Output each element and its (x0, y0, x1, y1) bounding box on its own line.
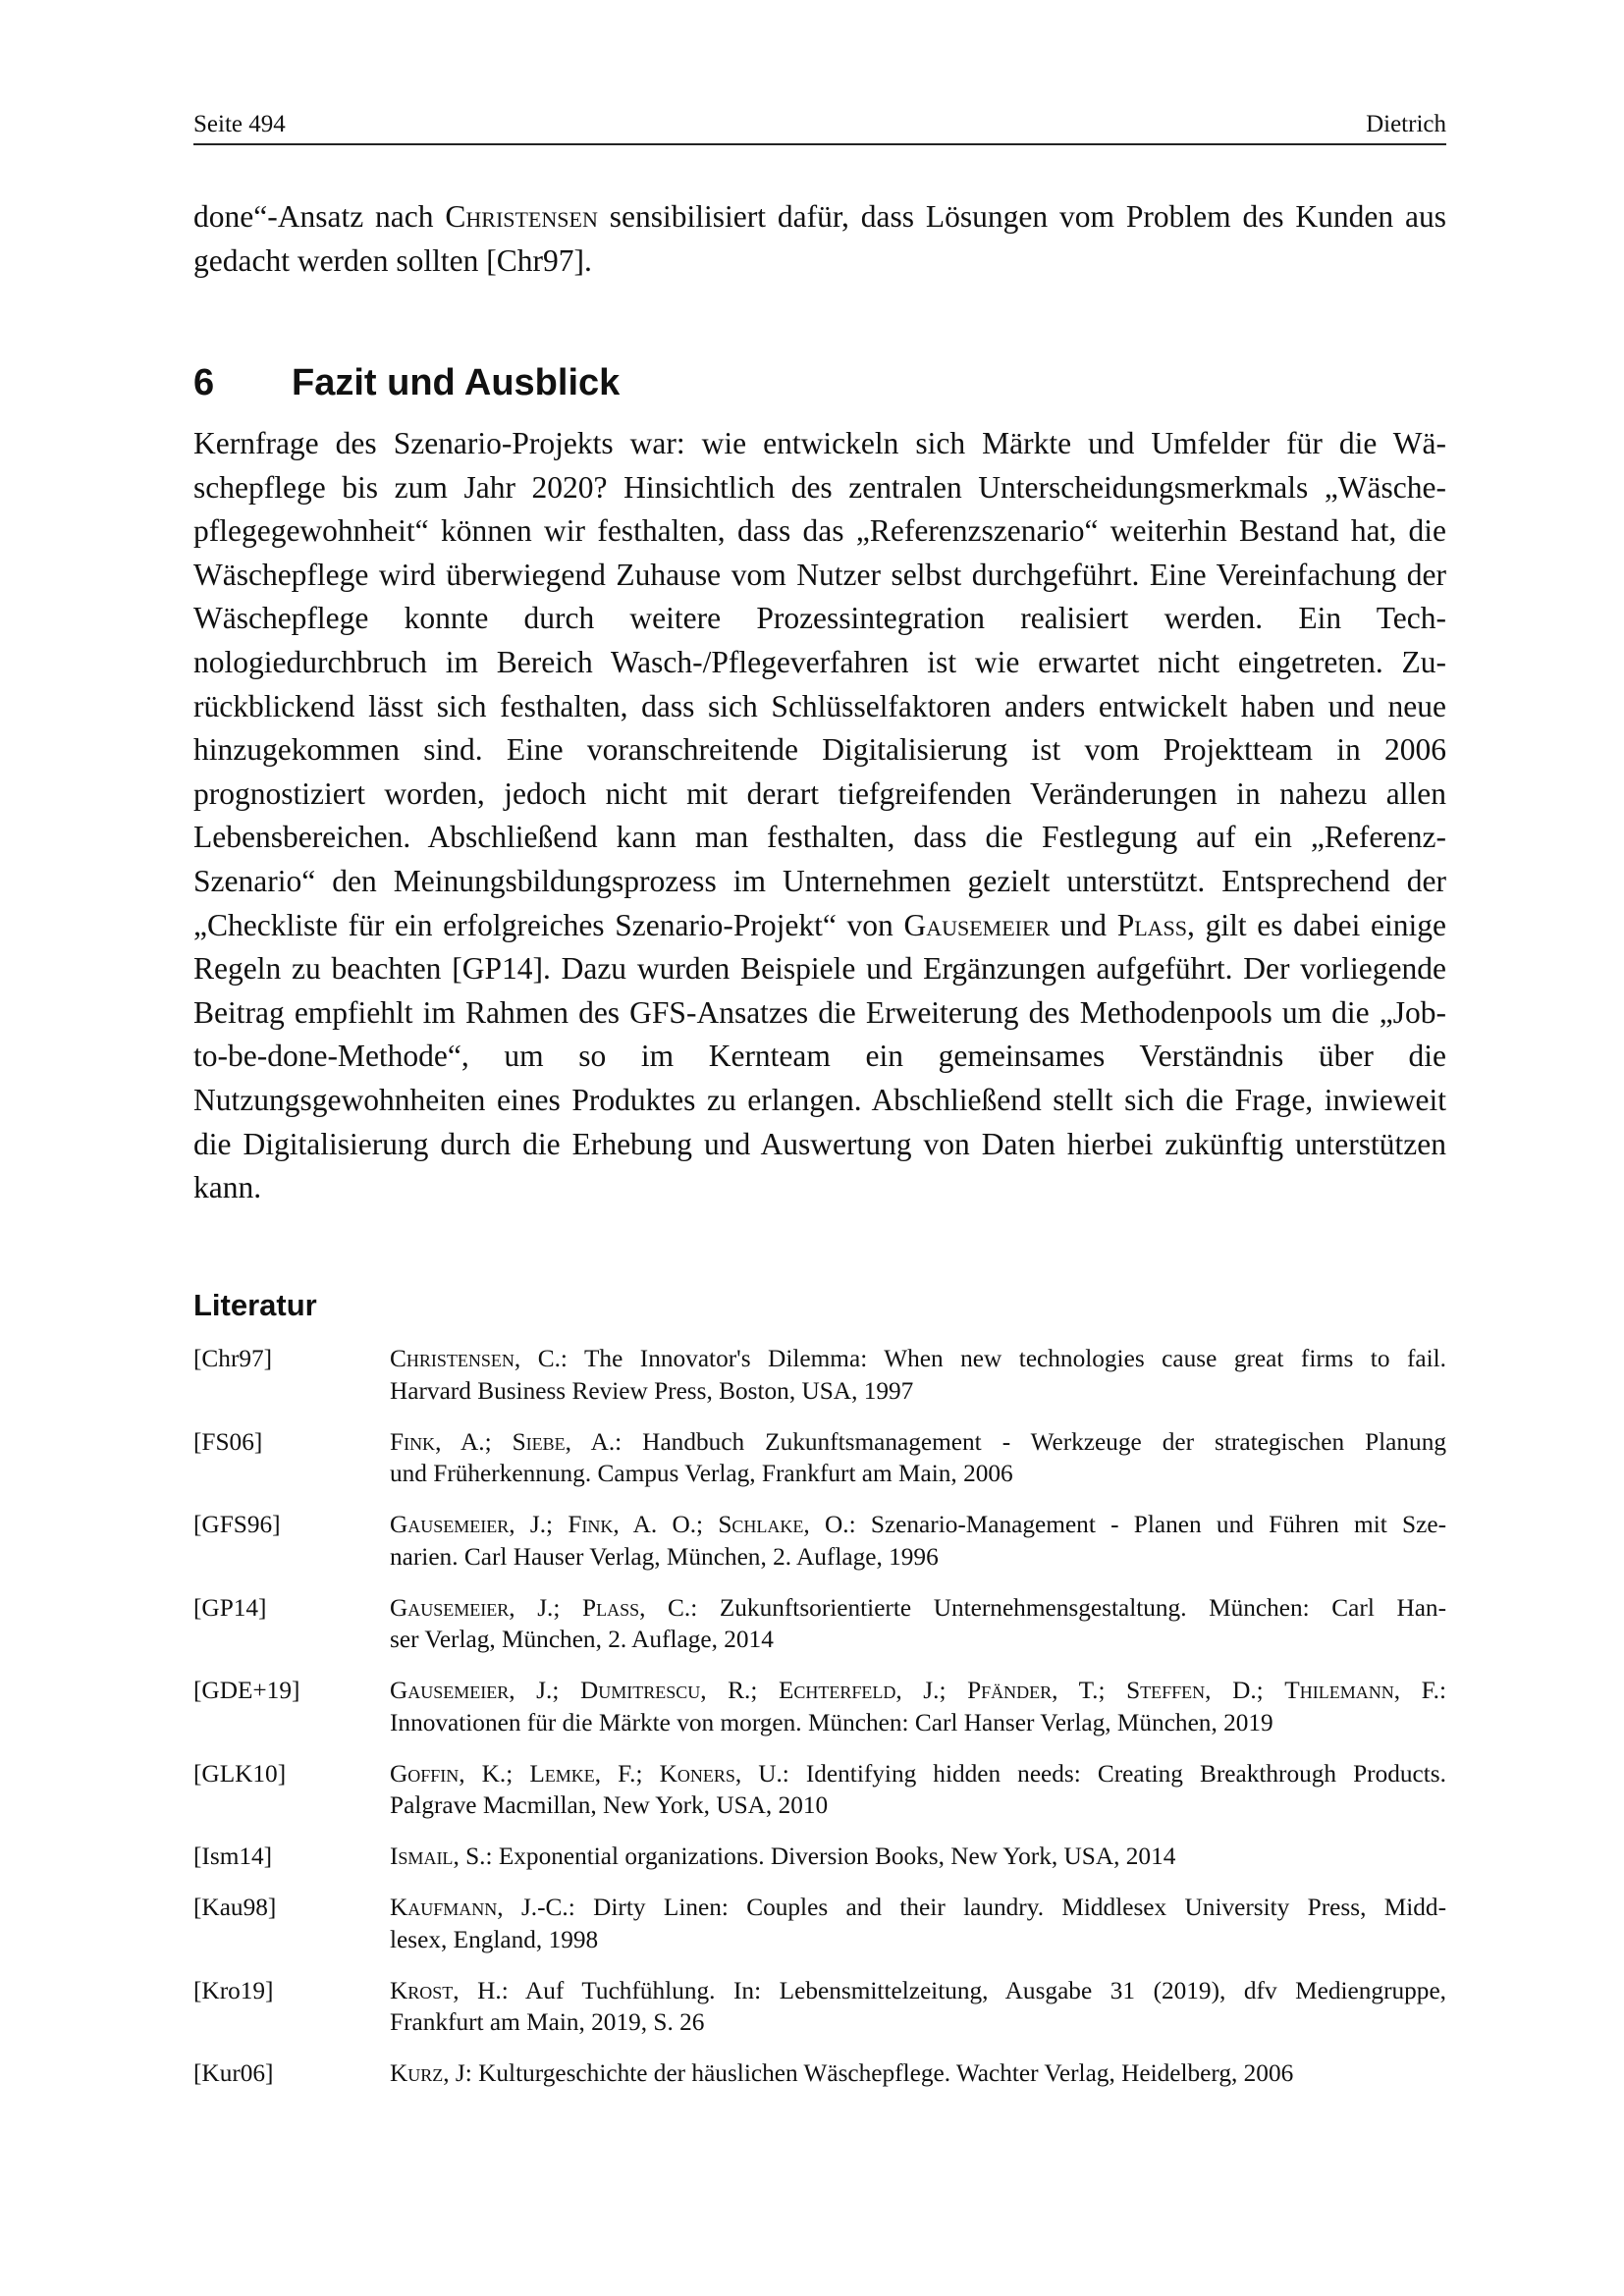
reference-author-initials: , D.; (1205, 1677, 1285, 1704)
reference-author: Thilemann (1284, 1677, 1394, 1704)
reference-item (193, 1841, 1446, 1873)
reference-item (193, 1892, 1446, 1955)
reference-item (193, 1592, 1446, 1656)
reference-author-initials: , T.; (1052, 1677, 1127, 1704)
reference-author: Gausemeier (390, 1677, 510, 1704)
reference-text: , J.-C.: Dirty Linen: Couples and their laundry. Middlesex University Press, Midd- (497, 1894, 1446, 1921)
reference-entry (390, 1675, 1446, 1738)
reference-key: [Kro19] (193, 1976, 274, 2004)
intro-text-end: sensibilisiert dafür, dass Lösungen vom Problem des Kunden aus gedacht werden sollten [Chr97]. (193, 199, 1446, 278)
reference-text-line2: und Früherkennung. Campus Verlag, Frankfurt am Main, 2006 (390, 1460, 1013, 1487)
reference-text-line2: Harvard Business Review Press, Boston, USA, 1997 (390, 1376, 914, 1405)
reference-entry (390, 1343, 1446, 1407)
reference-author-initials: , K.; (459, 1759, 530, 1788)
reference-author: Steffen (1126, 1677, 1206, 1704)
fazit-paragraph (193, 422, 1446, 1210)
reference-text: , C.: The Innovator's Dilemma: When new technologies cause great firms to fail. (514, 1345, 1446, 1372)
reference-list (193, 1343, 1446, 2109)
reference-key: [GLK10] (193, 1759, 287, 1788)
reference-entry (390, 1892, 1446, 1955)
reference-key: [Kau98] (193, 1894, 277, 1921)
literature-heading: Literatur (193, 1288, 317, 1322)
reference-author: Gausemeier (390, 1593, 510, 1622)
reference-entry (390, 1426, 1446, 1490)
reference-entry (390, 1509, 1446, 1573)
reference-author-initials: , A. O.; (613, 1511, 719, 1538)
reference-author: Fink (568, 1511, 614, 1538)
reference-entry (390, 1975, 1446, 2039)
reference-item (193, 1509, 1446, 1573)
reference-author: Ismail (390, 1842, 454, 1870)
reference-key: [FS06] (193, 1427, 263, 1456)
reference-author: Gausemeier (390, 1511, 510, 1538)
reference-entry (390, 1841, 1446, 1873)
reference-text-line2: ser Verlag, München, 2. Auflage, 2014 (390, 1626, 774, 1653)
reference-author: Lemke (529, 1759, 595, 1788)
reference-item (193, 1343, 1446, 1407)
reference-key: [GP14] (193, 1593, 267, 1622)
reference-entry (390, 2057, 1446, 2090)
reference-item (193, 1758, 1446, 1822)
reference-author: Echterfeld (778, 1677, 896, 1704)
reference-text: , S.: Exponential organizations. Diversion Books, New York, USA, 2014 (453, 1842, 1176, 1870)
reference-key: [GFS96] (193, 1511, 281, 1538)
reference-author: Dumitrescu (579, 1677, 701, 1704)
reference-item (193, 1975, 1446, 2039)
reference-author-initials: , J.; (509, 1511, 568, 1538)
intro-author-name: Christensen (445, 199, 598, 234)
intro-text-start: done“-Ansatz nach (193, 199, 446, 234)
reference-text: , F.: (1393, 1677, 1447, 1704)
fazit-text-part1: Kernfrage des Szenario-Projekts war: wie entwickeln sich Märkte und Umfelder für die Wäschepflege bis zum Jahr 2020? Hinsichtlich des zentralen Unterscheidungsmerkmals „Wäschepflegegewohnheit“ können wir festhalten, dass das „Referenzszenario“ weiterhin Bestand hat, die Wäschepflege wird überwiegend Zuhause vom Nutzer selbst durchgeführt. Eine Vereinfachung der Wäschepflege konnte durch weitere Prozessintegration realisiert werden. Ein Technologiedurchbruch im Bereich Wasch-/Pflegeverfahren ist wie erwartet nicht eingetreten. Zurückblickend lässt sich festhalten, dass sich Schlüsselfaktoren anders entwickelt haben und neue hinzugekommen sind. Eine voranschreitende Digitalisierung ist vom Projektteam in 2006 prognostiziert worden, jedoch nicht mit derart tiefgreifenden Veränderungen in nahezu allen Lebensbereichen. Abschließend kann man festhalten, dass die Festlegung auf ein „Referenz-Szenario“ den Meinungsbildungsprozess im Unternehmen gezielt unterstützt. Entsprechend der „Checkliste für ein erfolgreiches Szenario-Projekt“ von (193, 426, 1446, 942)
reference-text: , O.: Szenario-Management - Planen und Führen mit Sze- (803, 1511, 1447, 1538)
reference-text: , A.: Handbuch Zukunftsmanagement - Werkzeuge der strategischen Planung (565, 1427, 1446, 1456)
reference-key: [Kur06] (193, 2059, 274, 2087)
reference-author: Christensen (390, 1345, 514, 1372)
fazit-text-part2: , gilt es dabei einige Regeln zu beachten [GP14]. Dazu wurden Beispiele und Ergänzungen aufgeführt. Der vorliegende Beitrag empfiehlt im Rahmen des GFS-Ansatzes die Erweiterung des Methodenpools um die „Job-to-be-done-Methode“, um so im Kernteam ein gemeinsames Verständnis über die Nutzungsgewohnheiten eines Produktes zu erlangen. Abschließend stellt sich die Frage, inwieweit die Digitalisierung durch die Erhebung und Auswertung von Daten hierbei zukünftig unterstützen kann. (193, 907, 1446, 1205)
reference-item (193, 2057, 1446, 2090)
reference-author: Kurz (390, 2059, 444, 2087)
reference-author-initials: , A.; (435, 1427, 513, 1456)
reference-text-line2: Innovationen für die Märkte von morgen. München: Carl Hanser Verlag, München, 2019 (390, 1708, 1273, 1736)
reference-author-initials: , J.; (509, 1593, 582, 1622)
reference-text: , C.: Zukunftsorientierte Unternehmensgestaltung. München: Carl Han- (639, 1593, 1447, 1622)
reference-author-initials: , F.; (594, 1759, 660, 1788)
reference-key: [Chr97] (193, 1345, 273, 1372)
section-title: Fazit und Ausblick (292, 362, 621, 403)
reference-entry (390, 1758, 1446, 1822)
reference-text: , J: Kulturgeschichte der häuslichen Wäschepflege. Wachter Verlag, Heidelberg, 2006 (443, 2059, 1294, 2087)
reference-item (193, 1426, 1446, 1490)
reference-text-line2: Palgrave Macmillan, New York, USA, 2010 (390, 1791, 829, 1819)
reference-author: Plass (582, 1593, 640, 1622)
fazit-conjunction: und (1050, 907, 1117, 942)
reference-item (193, 1675, 1446, 1738)
page-number: Seite 494 (193, 111, 286, 137)
author-name: Dietrich (1366, 111, 1446, 137)
reference-author: Fink (390, 1427, 436, 1456)
reference-author: Siebe (512, 1427, 566, 1456)
section-heading (193, 355, 1446, 410)
running-header (193, 110, 1446, 145)
reference-author: Pfänder (967, 1677, 1053, 1704)
reference-author: Schlake (718, 1511, 804, 1538)
reference-author-initials: , J.; (509, 1677, 580, 1704)
intro-paragraph (193, 195, 1446, 283)
reference-text: , U.: Identifying hidden needs: Creating Breakthrough Products. (734, 1759, 1446, 1788)
fazit-author-1: Gausemeier (903, 907, 1051, 942)
reference-author: Krost (390, 1976, 454, 2004)
reference-text-line2: narien. Carl Hauser Verlag, München, 2. Auflage, 1996 (390, 1542, 939, 1571)
reference-author-initials: , J.; (895, 1677, 968, 1704)
reference-author: Kaufmann (390, 1894, 498, 1921)
fazit-author-2: Plass (1116, 907, 1188, 942)
reference-author-initials: , R.; (700, 1677, 779, 1704)
reference-entry (390, 1592, 1446, 1656)
reference-author: Goffin (390, 1759, 460, 1788)
reference-text: , H.: Auf Tuchfühlung. In: Lebensmittelzeitung, Ausgabe 31 (2019), dfv Mediengruppe, (453, 1976, 1446, 2004)
reference-author: Koners (659, 1759, 735, 1788)
reference-text-line2: Frankfurt am Main, 2019, S. 26 (390, 2008, 705, 2036)
reference-key: [GDE+19] (193, 1677, 300, 1704)
reference-key: [Ism14] (193, 1842, 273, 1870)
section-number: 6 (193, 362, 215, 403)
reference-text-line2: lesex, England, 1998 (390, 1925, 599, 1953)
